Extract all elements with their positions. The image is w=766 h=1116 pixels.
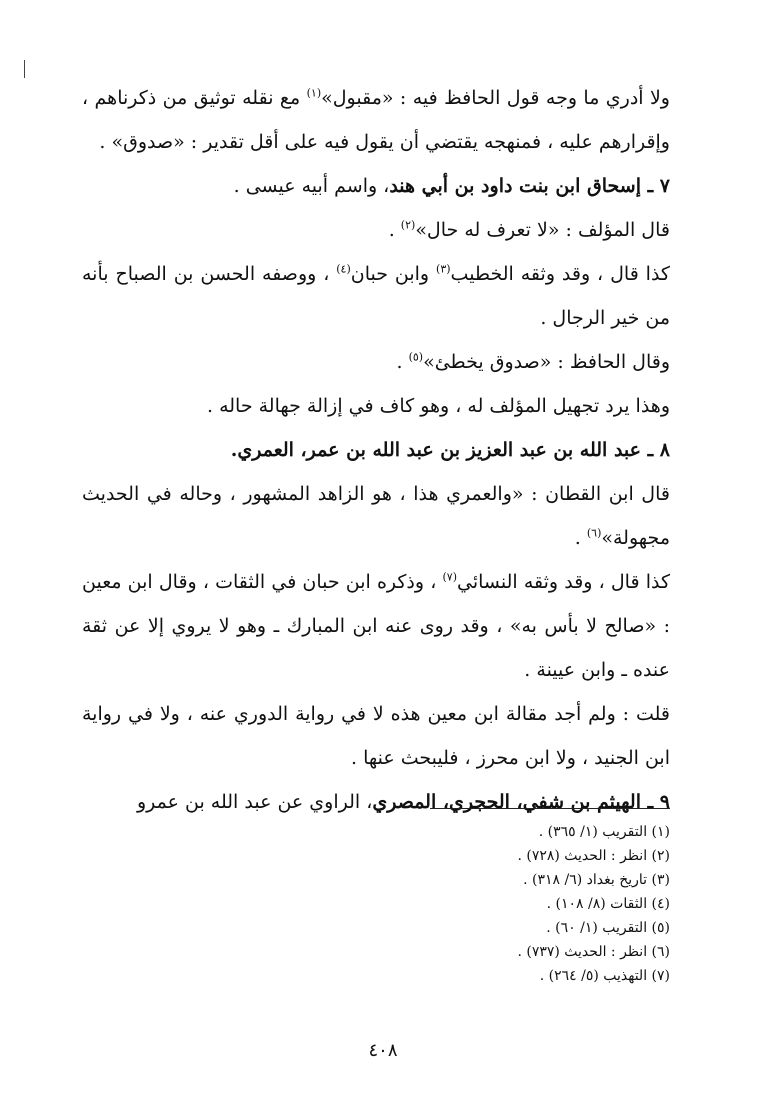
footnote-item: (٧) التهذيب (٥/ ٢٦٤) . xyxy=(539,968,670,984)
text-run: كذا قال ، وقد وثقه الخطيب xyxy=(450,263,670,285)
paragraph-6 xyxy=(82,384,670,428)
text-run: . xyxy=(396,351,409,373)
footnote-item: (١) التقريب (١/ ٣٦٥) . xyxy=(538,824,670,840)
footnotes-list xyxy=(200,820,670,988)
footnote-item: (٤) الثقات (٨/ ١٠٨) . xyxy=(546,896,670,912)
text-run: قال ابن القطان : «والعمري هذا ، هو الزاهد المشهور ، وحاله في الحديث مجهولة» xyxy=(82,483,670,549)
entry-heading: ٨ ـ عبد الله بن عبد العزيز بن عبد الله بن عمر، العمري. xyxy=(230,439,670,461)
footnote-ref: (١) xyxy=(306,86,322,100)
footnote-ref: (٢) xyxy=(400,218,416,232)
main-text xyxy=(82,76,670,824)
footnote-ref: (٦) xyxy=(586,526,602,540)
paragraph-2 xyxy=(82,164,670,208)
paragraph-8 xyxy=(82,472,670,560)
footnote-ref: (٤) xyxy=(336,262,351,276)
paragraph-9 xyxy=(82,560,670,692)
footnote-item: (٣) تاريخ بغداد (٦/ ٣١٨) . xyxy=(523,872,670,888)
text-run: وقال الحافظ : «صدوق يخطئ» xyxy=(423,351,670,373)
footnote-ref: (٧) xyxy=(442,570,458,584)
text-run: ، الراوي عن عبد الله بن عمرو xyxy=(136,791,373,813)
text-run: . xyxy=(388,219,401,241)
text-run: قال المؤلف : «لا تعرف له حال» xyxy=(415,219,670,241)
text-run: ، واسم أبيه عيسى . xyxy=(233,175,390,197)
paragraph-1 xyxy=(82,76,670,164)
paragraph-3 xyxy=(82,208,670,252)
paragraph-10 xyxy=(82,692,670,780)
footnote-item: (٦) انظر : الحديث (٧٣٧) . xyxy=(517,944,670,960)
paragraph-5 xyxy=(82,340,670,384)
text-run: وابن حبان xyxy=(350,263,437,285)
page-number: ٤٠٨ xyxy=(368,1040,398,1061)
margin-mark xyxy=(24,60,25,78)
text-run: ، ووصفه الحسن بن الصباح بأنه من خير الرجال . xyxy=(82,263,670,329)
text-run: قلت : ولم أجد مقالة ابن معين هذه لا في رواية الدوري عنه ، ولا في رواية ابن الجنيد ، ولا ابن محرز ، فليبحث عنها . xyxy=(82,703,670,769)
text-run: مع نقله توثيق من ذكرناهم ، وإقرارهم عليه ، فمنهجه يقتضي أن يقول فيه على أقل تقدير : «صدوق» . xyxy=(82,87,670,153)
text-run: ولا أدري ما وجه قول الحافظ فيه : «مقبول» xyxy=(321,87,670,109)
entry-heading: ٧ ـ إسحاق ابن بنت داود بن أبي هند xyxy=(389,175,670,197)
text-run: كذا قال ، وقد وثقه النسائي xyxy=(457,571,670,593)
paragraph-7 xyxy=(82,428,670,472)
footnote-item: (٥) التقريب (١/ ٦٠) . xyxy=(546,920,670,936)
entry-heading: ٩ ـ الهيثم بن شفي، الحجري، المصري xyxy=(372,791,670,813)
footnote-separator xyxy=(430,808,670,809)
text-run: وهذا يرد تجهيل المؤلف له ، وهو كاف في إزالة جهالة حاله . xyxy=(206,395,670,417)
text-run: ، وذكره ابن حبان في الثقات ، وقال ابن معين : «صالح لا بأس به» ، وقد روى عنه ابن المبارك ـ وهو لا يروي إلا عن ثقة عنده ـ وابن عيينة . xyxy=(82,571,670,681)
footnote-ref: (٥) xyxy=(408,350,424,364)
text-run: . xyxy=(574,527,587,549)
paragraph-4 xyxy=(82,252,670,340)
footnote-ref: (٣) xyxy=(436,262,451,276)
paragraph-11 xyxy=(82,780,670,824)
footnote-item: (٢) انظر : الحديث (٧٢٨) . xyxy=(517,848,670,864)
